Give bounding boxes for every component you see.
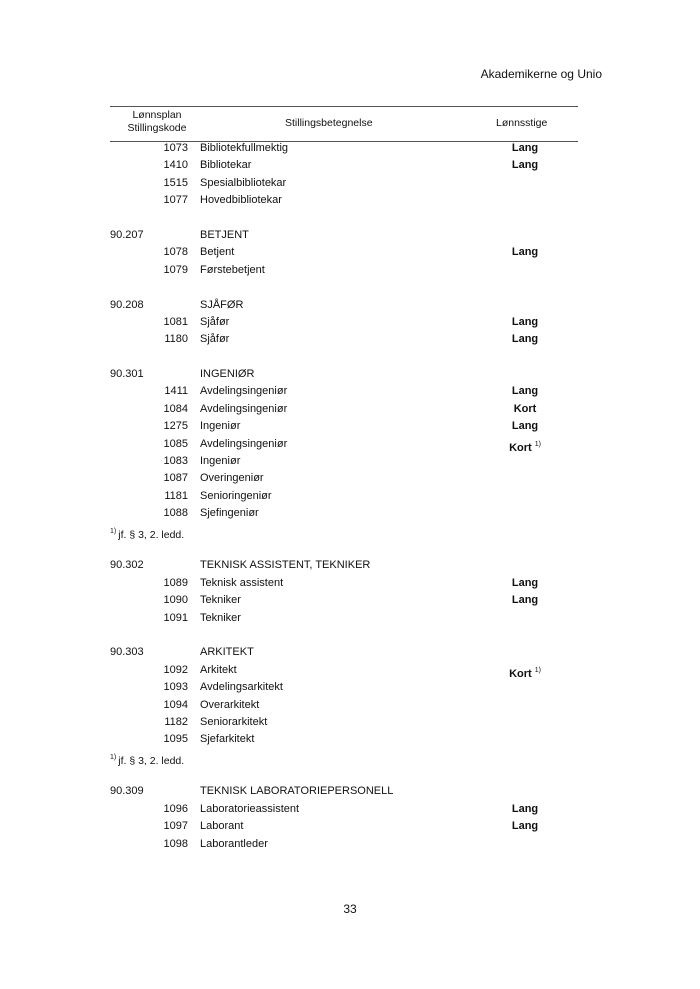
position-code: 1090: [163, 594, 188, 607]
position-code: 1275: [163, 420, 188, 433]
salary-ladder-value: Kort: [513, 402, 537, 415]
position-title: Førstebetjent: [200, 263, 265, 276]
salary-ladder: [500, 818, 550, 835]
salary-ladder-value: Lang: [511, 576, 539, 589]
column-header-plan: [112, 109, 202, 135]
table-row: [110, 436, 578, 453]
salary-ladder-value: Lang: [511, 333, 539, 346]
salary-ladder-value: Lang: [511, 315, 539, 328]
table-row: [110, 818, 578, 835]
salary-ladder-value: Lang: [511, 385, 539, 398]
position-title: Tekniker: [200, 611, 241, 624]
position-code: 1092: [163, 663, 188, 676]
position-title: Ingeniør: [200, 455, 241, 468]
footnote-row: [110, 749, 578, 766]
column-header-title: Stillingsbetegnelse: [285, 117, 373, 129]
footnote-marker: 1): [110, 753, 117, 761]
salary-ladder: [500, 331, 550, 348]
group-code: 90.208: [110, 298, 144, 311]
table-row: [110, 383, 578, 400]
footnote-marker: 1): [110, 527, 117, 535]
table-row: [110, 418, 578, 435]
group-title: INGENIØR: [200, 368, 255, 381]
position-code: 1077: [163, 194, 188, 207]
salary-ladder: [500, 401, 550, 418]
position-code: 1181: [164, 489, 188, 502]
table-row: [110, 314, 578, 331]
position-code: 1411: [164, 385, 188, 398]
salary-ladder-value: Lang: [511, 159, 539, 172]
position-code: 1180: [164, 333, 188, 346]
group-title: TEKNISK LABORATORIEPERSONELL: [200, 785, 394, 798]
position-title: Sjefarkitekt: [200, 733, 255, 746]
footnote-text: jf. § 3, 2. ledd.: [118, 528, 185, 541]
position-code: 1081: [163, 315, 188, 328]
position-code: 1088: [163, 507, 188, 520]
position-code: 1091: [163, 611, 188, 624]
position-title: Ingeniør: [200, 420, 241, 433]
footnote-text: jf. § 3, 2. ledd.: [118, 754, 185, 767]
table-spacer: [110, 210, 578, 227]
position-title: Avdelingsingeniør: [200, 402, 288, 415]
footnote: [110, 523, 184, 544]
column-header-ladder: Lønnsstige: [496, 117, 548, 129]
group-code: 90.301: [110, 368, 144, 381]
column-header-plan-line1: Lønnsplan: [132, 109, 182, 121]
table-row: [110, 714, 578, 731]
table-row: [110, 801, 578, 818]
salary-ladder: [500, 314, 550, 331]
salary-ladder: [500, 140, 550, 157]
position-title: Avdelingsingeniør: [200, 437, 288, 450]
table-row: [110, 401, 578, 418]
position-code: 1093: [163, 681, 188, 694]
footnote-marker: 1): [534, 440, 541, 448]
table-row: [110, 244, 578, 261]
position-code: 1098: [163, 837, 188, 850]
table-row: [110, 505, 578, 522]
position-code: 1096: [163, 802, 188, 815]
position-title: Laborantleder: [200, 837, 268, 850]
position-code: 1094: [163, 698, 188, 711]
table-row: [110, 192, 578, 209]
position-code: 1073: [163, 142, 188, 154]
table-row: [110, 610, 578, 627]
table-top-rule: [110, 106, 578, 107]
position-code: 1095: [163, 733, 188, 746]
group-title: SJÅFØR: [200, 298, 244, 311]
table-row: [110, 140, 578, 157]
position-code: 1515: [163, 176, 188, 189]
salary-ladder-value: Kort: [509, 667, 532, 680]
table-group-row: [110, 644, 578, 661]
salary-ladder: [500, 244, 550, 261]
position-title: Sjefingeniør: [200, 507, 259, 520]
salary-ladder: [500, 592, 550, 609]
salary-ladder: [500, 418, 550, 435]
group-code: 90.302: [110, 559, 144, 572]
position-code: 1084: [163, 402, 188, 415]
table-row: [110, 679, 578, 696]
table-group-row: [110, 557, 578, 574]
salary-ladder-value: Lang: [511, 820, 539, 833]
table-row: [110, 697, 578, 714]
column-header-plan-line2: Stillingskode: [127, 122, 187, 134]
position-title: Sjåfør: [200, 333, 230, 346]
footnote-row: [110, 523, 578, 540]
salary-ladder: [500, 157, 550, 174]
position-code: 1182: [164, 715, 188, 728]
group-code: 90.309: [110, 785, 144, 798]
salary-ladder-value: Lang: [511, 802, 539, 815]
salary-ladder: [500, 801, 550, 818]
salary-ladder-value: Lang: [511, 420, 539, 433]
table-row: [110, 470, 578, 487]
position-code: 1097: [163, 820, 188, 833]
table-row: [110, 731, 578, 748]
table-row: [110, 331, 578, 348]
table-spacer: [110, 279, 578, 296]
table-row: [110, 157, 578, 174]
position-title: Bibliotekfullmektig: [200, 142, 289, 154]
footnote: [110, 749, 184, 770]
table-body: [110, 140, 578, 853]
page-number: 33: [343, 902, 357, 916]
position-code: 1078: [163, 246, 188, 259]
position-title: Hovedbibliotekar: [200, 194, 282, 207]
position-title: Sjåfør: [200, 315, 230, 328]
footnote-marker: 1): [534, 666, 541, 674]
group-code: 90.303: [110, 646, 144, 659]
salary-ladder: [500, 575, 550, 592]
salary-ladder-value: Kort: [509, 441, 532, 454]
position-title: Teknisk assistent: [200, 576, 284, 589]
table-row: [110, 175, 578, 192]
table-row: [110, 592, 578, 609]
position-title: Tekniker: [200, 594, 241, 607]
salary-ladder: [500, 383, 550, 400]
table-group-row: [110, 783, 578, 800]
table-group-row: [110, 227, 578, 244]
position-title: Spesialbibliotekar: [200, 176, 287, 189]
group-title: ARKITEKT: [200, 646, 254, 659]
table-row: [110, 575, 578, 592]
table-group-row: [110, 366, 578, 383]
table-row: [110, 662, 578, 679]
position-title: Overarkitekt: [200, 698, 260, 711]
table-row: [110, 836, 578, 853]
table-spacer: [110, 627, 578, 644]
header-organization: Akademikerne og Unio: [480, 67, 602, 81]
group-title: TEKNISK ASSISTENT, TEKNIKER: [200, 559, 371, 572]
position-title: Arkitekt: [200, 663, 237, 676]
salary-ladder-value: Lang: [511, 142, 539, 154]
position-title: Overingeniør: [200, 472, 264, 485]
salary-ladder-value: Lang: [511, 594, 539, 607]
position-code: 1079: [163, 263, 188, 276]
position-code: 1085: [163, 437, 188, 450]
table-row: [110, 262, 578, 279]
group-code: 90.207: [110, 228, 144, 241]
position-code: 1087: [163, 472, 188, 485]
table-row: [110, 453, 578, 470]
position-title: Seniorarkitekt: [200, 715, 268, 728]
position-title: Betjent: [200, 246, 235, 259]
position-code: 1410: [163, 159, 188, 172]
position-title: Avdelingsingeniør: [200, 385, 288, 398]
table-spacer: [110, 349, 578, 366]
position-title: Laboratorieassistent: [200, 802, 300, 815]
position-title: Laborant: [200, 820, 244, 833]
position-title: Bibliotekar: [200, 159, 252, 172]
group-title: BETJENT: [200, 228, 249, 241]
position-title: Senioringeniør: [200, 489, 272, 502]
table-group-row: [110, 297, 578, 314]
table-row: [110, 488, 578, 505]
position-code: 1083: [163, 455, 188, 468]
salary-ladder-value: Lang: [511, 246, 539, 259]
position-code: 1089: [163, 576, 188, 589]
position-title: Avdelingsarkitekt: [200, 681, 283, 694]
